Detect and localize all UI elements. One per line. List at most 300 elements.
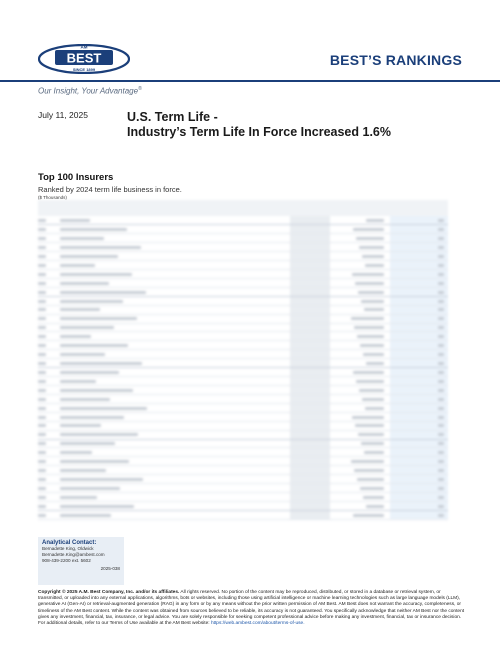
table-cell [390,278,448,287]
table-cell [290,421,330,430]
table-cell [290,403,330,412]
placeholder-bar [364,451,384,454]
placeholder-bar [60,389,133,392]
table-cell [38,466,60,475]
table-cell [290,234,330,243]
table-cell [60,350,290,359]
table-cell [330,412,390,421]
table-cell [38,386,60,395]
table-cell [60,332,290,341]
placeholder-bar [60,416,124,419]
placeholder-bar [438,380,444,383]
placeholder-bar [438,416,444,419]
placeholder-bar [38,442,46,445]
placeholder-bar [38,416,46,419]
table-cell [290,394,330,403]
placeholder-bar [355,424,384,427]
placeholder-bar [60,291,146,294]
placeholder-bar [438,389,444,392]
placeholder-bar [353,371,384,374]
table-cell [390,314,448,323]
table-cell [330,368,390,377]
table-cell [38,287,60,296]
tagline [38,86,142,96]
table-cell [60,225,290,234]
placeholder-bar [359,389,384,392]
placeholder-bar [366,505,384,508]
registered-mark: ® [138,86,142,92]
table-cell [330,502,390,511]
placeholder-bar [60,514,111,517]
table-cell [290,252,330,261]
table-cell [330,278,390,287]
placeholder-bar [351,317,384,320]
placeholder-bar [38,469,46,472]
placeholder-bar [60,496,97,499]
placeholder-bar [38,282,46,285]
header-cell [60,200,290,216]
table-cell [60,359,290,368]
am-best-logo[interactable] [38,44,130,74]
table-cell [60,421,290,430]
table-cell [330,252,390,261]
placeholder-bar [38,246,46,249]
table-cell [330,493,390,502]
contact-name: Bernadette King, Oldwick [42,546,94,551]
placeholder-bar [354,469,384,472]
table-cell [330,484,390,493]
terms-of-use-link[interactable]: https://web.ambest.com/about/terms-of-use. [210,621,305,627]
placeholder-bar [352,416,384,419]
table-cell [38,261,60,270]
placeholder-bar [438,219,444,222]
table-cell [60,457,290,466]
table-cell [60,386,290,395]
copyright-notice [38,590,466,627]
table-cell [390,225,448,234]
table-cell [38,439,60,448]
table-row [38,287,448,296]
table-cell [390,394,448,403]
placeholder-bar [353,514,384,517]
table-row [38,234,448,243]
table-cell [330,403,390,412]
table-cell [60,287,290,296]
table-cell [60,252,290,261]
placeholder-bar [60,469,106,472]
placeholder-bar [438,255,444,258]
placeholder-bar [438,264,444,267]
table-cell [390,216,448,225]
table-cell [38,216,60,225]
table-cell [60,278,290,287]
placeholder-bar [438,317,444,320]
placeholder-bar [357,335,384,338]
table-cell [390,475,448,484]
table-cell [330,305,390,314]
placeholder-bar [361,442,384,445]
table-cell [290,270,330,279]
placeholder-bar [38,219,46,222]
table-cell [38,403,60,412]
placeholder-bar [38,505,46,508]
placeholder-bar [438,246,444,249]
table-cell [60,493,290,502]
placeholder-bar [60,424,101,427]
table-cell [330,430,390,439]
table-row [38,457,448,466]
table-cell [390,403,448,412]
table-cell [60,412,290,421]
placeholder-bar [38,371,46,374]
table-cell [290,457,330,466]
placeholder-bar [438,505,444,508]
table-subtitle: Ranked by 2024 term life business in force. [38,185,182,194]
table-cell [330,270,390,279]
table-row [38,305,448,314]
table-body [38,216,448,520]
placeholder-bar [60,300,123,303]
placeholder-bar [362,255,384,258]
placeholder-bar [60,237,104,240]
table-cell [330,439,390,448]
placeholder-bar [438,353,444,356]
placeholder-bar [438,442,444,445]
table-cell [290,341,330,350]
publication-date: July 11, 2025 [38,110,88,120]
placeholder-bar [60,228,127,231]
table-cell [390,261,448,270]
table-cell [330,386,390,395]
placeholder-bar [60,308,100,311]
table-row [38,278,448,287]
placeholder-bar [438,371,444,374]
table-row [38,394,448,403]
table-cell [290,278,330,287]
table-cell [390,359,448,368]
placeholder-bar [438,282,444,285]
table-cell [38,270,60,279]
table-row [38,314,448,323]
table-cell [290,412,330,421]
table-cell [390,368,448,377]
placeholder-bar [38,487,46,490]
table-cell [38,350,60,359]
placeholder-bar [38,317,46,320]
rankings-best-word: BEST’S [329,52,382,68]
header-cell [38,200,60,216]
table-cell [390,377,448,386]
table-row [38,341,448,350]
table-cell [330,510,390,519]
table-row [38,216,448,225]
table-cell [390,421,448,430]
table-cell [290,430,330,439]
table-cell [60,305,290,314]
placeholder-bar [438,514,444,517]
table-cell [290,296,330,305]
table-row [38,493,448,502]
table-cell [390,448,448,457]
table-row [38,484,448,493]
copyright-bold: Copyright © 2025 A.M. Best Company, Inc. and/or its affiliates. [38,590,180,595]
article-title-line1: U.S. Term Life - [127,110,218,124]
table-cell [330,225,390,234]
table-row [38,502,448,511]
contact-phone: 908-439-2200 ext. 5602 [42,558,91,563]
table-row [38,475,448,484]
table-cell [330,234,390,243]
bests-rankings-title [330,52,462,68]
table-row [38,270,448,279]
table-cell [290,350,330,359]
placeholder-bar [38,264,46,267]
table-cell [330,216,390,225]
table-cell [60,439,290,448]
placeholder-bar [60,246,141,249]
placeholder-bar [365,264,384,267]
placeholder-bar [438,451,444,454]
table-cell [290,243,330,252]
table-cell [38,234,60,243]
placeholder-bar [438,273,444,276]
table-row [38,359,448,368]
table-cell [290,216,330,225]
table-cell [390,439,448,448]
table-cell [290,493,330,502]
table-cell [38,323,60,332]
table-heading [38,172,182,200]
table-cell [38,368,60,377]
logo-am-text: AM [80,44,88,50]
table-row [38,448,448,457]
table-cell [38,493,60,502]
placeholder-bar [363,353,384,356]
table-cell [60,430,290,439]
placeholder-bar [38,291,46,294]
placeholder-bar [356,380,384,383]
placeholder-bar [355,282,384,285]
table-cell [60,216,290,225]
table-row [38,252,448,261]
table-cell [330,475,390,484]
table-cell [38,475,60,484]
placeholder-bar [362,398,384,401]
placeholder-bar [438,335,444,338]
table-cell [390,341,448,350]
report-code: 2025-038 [100,566,120,571]
placeholder-bar [363,496,384,499]
table-cell [390,323,448,332]
table-cell [290,261,330,270]
table-cell [38,332,60,341]
table-cell [38,457,60,466]
placeholder-bar [361,300,384,303]
placeholder-bar [438,237,444,240]
placeholder-bar [438,469,444,472]
table-cell [38,448,60,457]
table-row [38,377,448,386]
placeholder-bar [366,362,384,365]
table-cell [60,502,290,511]
table-row [38,386,448,395]
table-cell [60,466,290,475]
table-cell [38,412,60,421]
table-cell [60,323,290,332]
placeholder-bar [60,264,95,267]
table-cell [290,502,330,511]
table-cell [290,332,330,341]
table-cell [60,484,290,493]
placeholder-bar [60,451,92,454]
table-cell [38,278,60,287]
placeholder-bar [38,380,46,383]
placeholder-bar [38,344,46,347]
table-cell [38,296,60,305]
placeholder-bar [38,335,46,338]
table-cell [60,234,290,243]
table-cell [38,243,60,252]
placeholder-bar [60,398,110,401]
placeholder-bar [438,291,444,294]
placeholder-bar [38,362,46,365]
table-cell [38,225,60,234]
table-cell [290,314,330,323]
logo-best-text: BEST [66,50,102,66]
placeholder-bar [60,362,142,365]
placeholder-bar [438,228,444,231]
table-cell [38,305,60,314]
contact-title: Analytical Contact: [42,540,97,546]
table-cell [60,243,290,252]
placeholder-bar [438,344,444,347]
placeholder-bar [60,326,114,329]
placeholder-bar [38,308,46,311]
placeholder-bar [438,398,444,401]
placeholder-bar [60,487,120,490]
table-cell [390,510,448,519]
placeholder-bar [352,273,384,276]
table-row [38,225,448,234]
rankings-table [38,200,448,520]
table-row [38,439,448,448]
table-title: Top 100 Insurers [38,172,114,183]
table-header-row [38,200,448,216]
table-cell [390,243,448,252]
table-cell [330,377,390,386]
table-cell [330,243,390,252]
placeholder-bar [60,380,96,383]
table-cell [390,296,448,305]
header-cell [290,200,330,216]
article-title [127,110,391,140]
table-cell [290,323,330,332]
placeholder-bar [60,255,118,258]
table-row [38,368,448,377]
table-cell [290,510,330,519]
table-cell [38,502,60,511]
placeholder-bar [60,353,105,356]
table-cell [38,484,60,493]
table-cell [290,305,330,314]
table-cell [290,386,330,395]
placeholder-bar [353,228,384,231]
table-cell [330,394,390,403]
placeholder-bar [38,273,46,276]
placeholder-bar [438,407,444,410]
placeholder-bar [354,326,384,329]
placeholder-bar [60,460,129,463]
placeholder-bar [356,237,384,240]
table-cell [38,252,60,261]
tagline-text: Our Insight, Your Advantage [38,86,139,96]
table-cell [38,314,60,323]
table-row [38,466,448,475]
table-cell [60,314,290,323]
table-cell [390,270,448,279]
table-row [38,430,448,439]
header-cell [390,200,448,216]
rankings-table-blurred [38,200,448,520]
table-cell [60,475,290,484]
placeholder-bar [366,219,384,222]
placeholder-bar [60,478,143,481]
placeholder-bar [438,300,444,303]
table-cell [330,466,390,475]
table-cell [290,466,330,475]
table-cell [330,359,390,368]
table-cell [390,350,448,359]
contact-email[interactable]: Bernadette.King@ambest.com [42,552,105,557]
table-cell [60,261,290,270]
table-cell [390,332,448,341]
placeholder-bar [38,255,46,258]
placeholder-bar [358,291,384,294]
table-cell [290,439,330,448]
table-cell [330,261,390,270]
header-cell [330,200,390,216]
table-cell [390,252,448,261]
header-rule [0,80,500,82]
placeholder-bar [360,344,384,347]
placeholder-bar [438,478,444,481]
placeholder-bar [38,398,46,401]
placeholder-bar [60,317,137,320]
table-cell [330,323,390,332]
rankings-word: RANKINGS [385,52,462,68]
table-row [38,296,448,305]
placeholder-bar [38,326,46,329]
placeholder-bar [60,273,132,276]
table-unit: ($ Thousands) [38,195,67,200]
table-cell [330,457,390,466]
placeholder-bar [38,389,46,392]
placeholder-bar [38,300,46,303]
table-cell [60,270,290,279]
placeholder-bar [38,353,46,356]
placeholder-bar [359,246,384,249]
table-row [38,421,448,430]
placeholder-bar [38,496,46,499]
placeholder-bar [438,424,444,427]
article-title-line2: Industry’s Term Life In Force Increased 1.6% [127,125,391,139]
table-cell [60,296,290,305]
table-row [38,412,448,421]
table-cell [290,359,330,368]
placeholder-bar [351,460,384,463]
placeholder-bar [60,371,119,374]
table-cell [60,448,290,457]
